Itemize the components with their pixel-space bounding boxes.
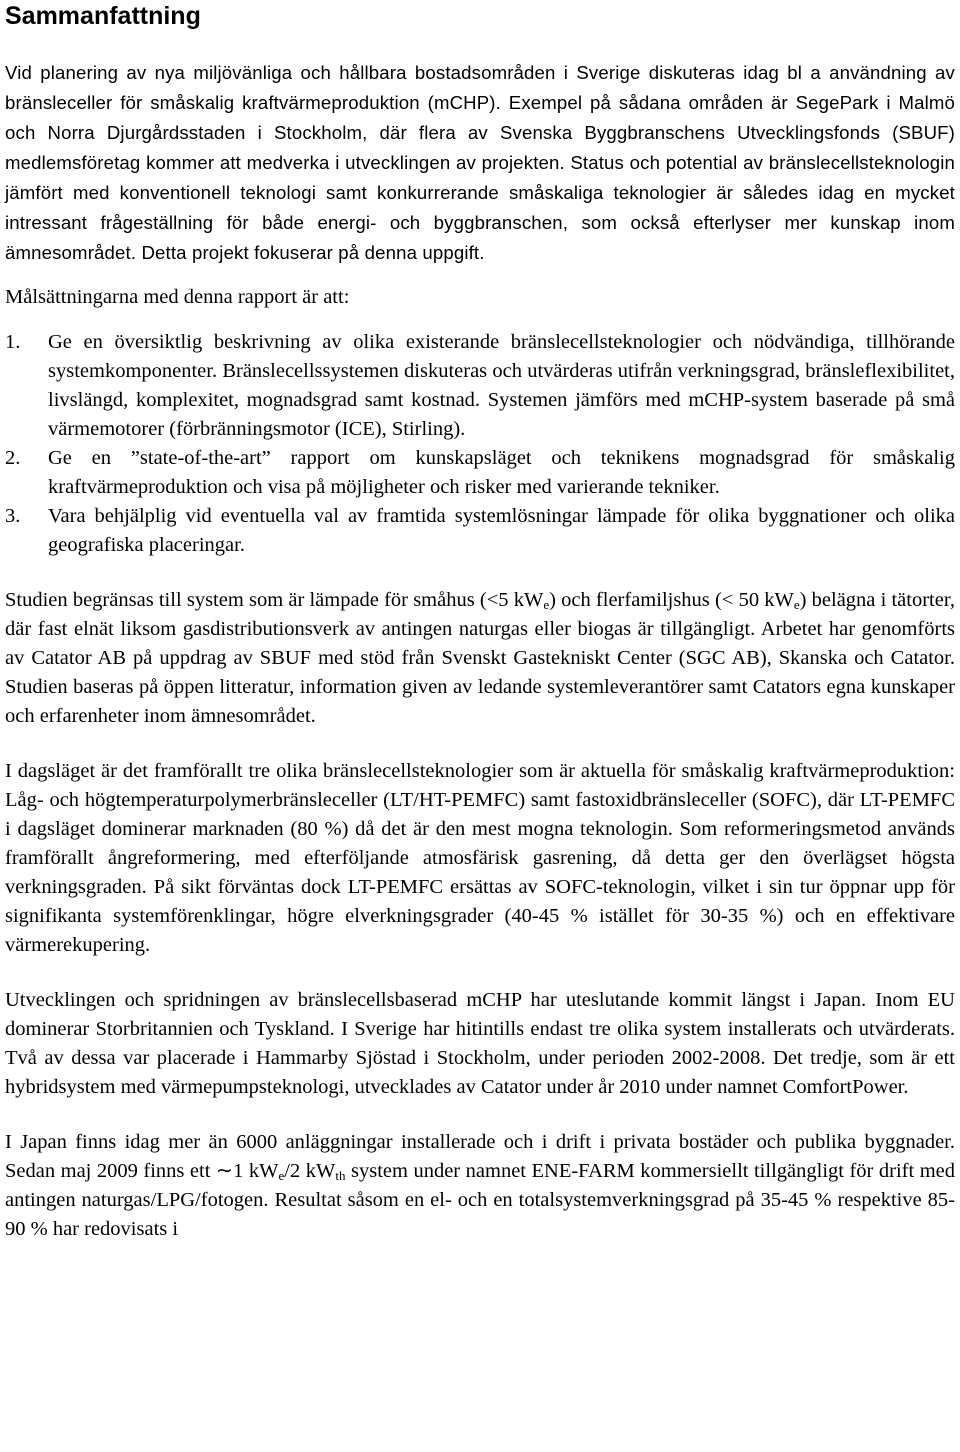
goals-intro: Målsättningarna med denna rapport är att: <box>5 286 350 308</box>
text-run: system under namnet ENE-FARM kommersiellt tillgängligt för drift med antingen naturgas/LPG/fotogen. Resultat såsom en el- och en totalsystemverkningsgrad på 35-45 % respektive 85-90 % har redovisats i <box>5 1160 956 1240</box>
subscript: e <box>543 597 550 612</box>
paragraph-scope <box>5 586 955 731</box>
list-item <box>5 502 955 560</box>
subscript: th <box>335 1168 346 1183</box>
list-item <box>5 328 955 444</box>
text-run: Studien begränsas till system som är lämpade för småhus (<5 kW <box>5 589 544 611</box>
section-heading: Sammanfattning <box>5 2 201 30</box>
subscript: e <box>793 597 800 612</box>
paragraph-intro <box>5 58 955 268</box>
text-run: I Japan finns idag mer än 6000 anläggningar installerade och i drift i privata bostäder och publika byggnader. Sedan maj 2009 finns ett ∼1 kW <box>5 1131 955 1182</box>
goals-list <box>5 328 955 560</box>
paragraph-technologies: I dagsläget är det framförallt tre olika bränslecellsteknologier som är aktuella för småskalig kraftvärmeproduktion: Låg- och högtemperaturpolymerbränsleceller (LT/HT-PEMFC) samt fastoxidbränsleceller (SOFC), där LT-PEMFC i dagsläget dominerar marknaden (80 %) då det är den mest mogna teknologin. Som reformeringsmetod används framförallt ångreformering, med efterföljande atmosfärisk gasrening, då detta ger den överlägset högsta verkningsgraden. På sikt förväntas dock LT-PEMFC ersättas av SOFC-teknologin, vilket i sin tur öppnar upp för signifikanta systemförenklingar, högre elverkningsgrader (40-45 % istället för 30-35 %) och en effektivare värmerekupering. <box>5 760 955 956</box>
paragraph-intro-sans: Vid planering av nya miljövänliga och hållbara bostadsområden i Sverige diskuteras idag bl a användning av bränsleceller för småskalig kraftvärmeproduktion (mCHP). Exempel på sådana områden är SegePark i Malmö och Norra Djurgårdsstaden i Stockholm, där flera av Svenska Byggbranschens Utvecklingsfonds (SBUF) medlemsföretag kommer att medverka i utvecklingen av projekten. <box>5 62 955 173</box>
subscript: e <box>278 1168 285 1183</box>
list-item-text: Vara behjälplig vid eventuella val av framtida systemlösningar lämpade för olika byggnationer och olika geografiska placeringar. <box>48 505 955 556</box>
list-item-number: 1. <box>5 331 21 353</box>
list-item-text: Ge en ”state-of-the-art” rapport om kunskapsläget och teknikens mognadsgrad för småskalig kraftvärmeproduktion och visa på möjligheter och risker med varierande tekniker. <box>48 447 955 498</box>
paragraph-japan <box>5 1128 955 1244</box>
text-run: /2 kW <box>284 1160 336 1182</box>
list-item-text: Ge en översiktlig beskrivning av olika existerande bränslecellsteknologier och nödvändiga, tillhörande systemkomponenter. Bränslecellssystemen diskuteras och utvärderas utifrån verkningsgrad, bränsleflexibilitet, livslängd, komplexitet, mognadsgrad samt kostnad. Systemen jämförs med mCHP-system baserade på små värmemotorer (förbränningsmotor (ICE), Stirling). <box>48 331 955 440</box>
list-item-number: 2. <box>5 447 21 469</box>
text-run: ) och flerfamiljshus (< 50 kW <box>549 589 794 611</box>
paragraph-development: Utvecklingen och spridningen av bränslecellsbaserad mCHP har uteslutande kommit längst i Japan. Inom EU dominerar Storbritannien och Tyskland. I Sverige har hitintills endast tre olika system installerats och utvärderats. Två av dessa var placerade i Hammarby Sjöstad i Stockholm, under perioden 2002-2008. Det tredje, som är ett hybridsystem med värmepumpsteknologi, utvecklades av Catator under år 2010 under namnet ComfortPower. <box>5 989 955 1098</box>
list-item-number: 3. <box>5 505 21 527</box>
list-item <box>5 444 955 502</box>
paragraph-intro-serif: Status och potential av bränslecellsteknologin jämfört med konventionell teknologi samt konkurrerande småskaliga teknologier är således idag en mycket intressant frågeställning för både energi- och byggbranschen, som också efterlyser mer kunskap inom ämnesområdet. Detta projekt fokuserar på denna uppgift. <box>5 152 955 263</box>
text-run: ) belägna i tätorter, där fast elnät liksom gasdistributionsverk av antingen naturgas eller biogas är tillgängligt. Arbetet har genomförts av Catator AB på uppdrag av SBUF med stöd från Svenskt Gastekniskt Center (SGC AB), Skanska och Catator. Studien baseras på öppen litteratur, information given av ledande systemleverantörer samt Catators egna kunskaper och erfarenheter inom ämnesområdet. <box>5 589 955 727</box>
